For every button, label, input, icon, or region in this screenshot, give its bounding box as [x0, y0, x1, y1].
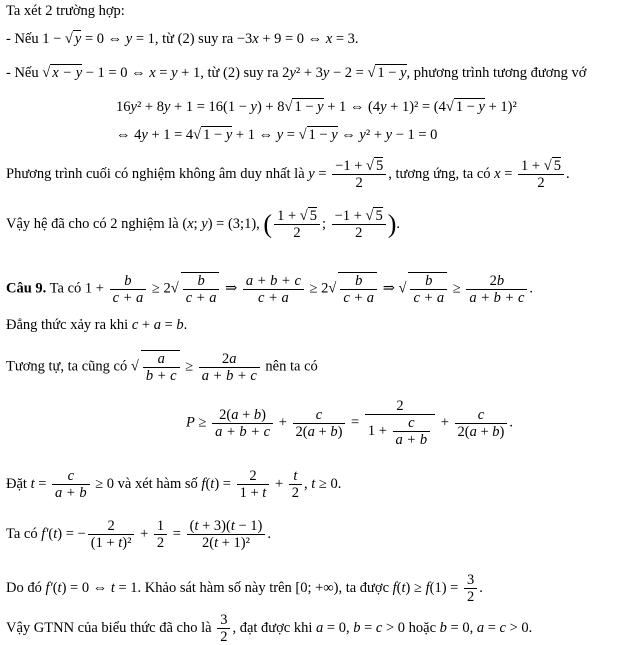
text-line-min: Do đó f′(t) = 0 ⇔ t = 1. Khảo sát hàm số này trên [0; +∞), ta được f(t) ≥ f(1) = $\frac{3}{2}$ .	[6, 572, 483, 605]
text-line-case-2: - Nếu √ x − y − 1 = 0 ⇔ x = y + 1, từ (2) suy ra 2y² + 3y − 2 = √ 1 − y, phương trình tương đương vớ	[6, 65, 587, 81]
text-line-set-t: Đặt t = $\frac{c}{a + b}$ ≥ 0 và xét hàm số f(t) = $\frac{2}{1 + t}$ + $\frac{t}{2}$ , t ≥ 0.	[6, 468, 342, 501]
text-line-cau-9: Câu 9. Ta có 1 + $\frac{b}{c + a}$ ≥ 2√ $\frac{b}{c + a}$ ⇒ $\frac{a + b + c}{c + a}$ ≥ 2√ $\frac{b}{c + a}$ ⇒ √ $\frac{b}{c + a}$ ≥ $\frac{2b}{a + b + c}$ .	[6, 272, 534, 306]
text-line-conclusion: Vậy GTNN của biểu thức đã cho là $\frac{3}{2}$ , đạt được khi a = 0, b = c > 0 hoặc b = 0, a = c > 0.	[6, 612, 533, 645]
text-line-cases-intro: Ta xét 2 trường hợp:	[6, 3, 125, 19]
text-line-similarly: Tương tự, ta cũng có √ $\frac{a}{b + c}$ ≥ $\frac{2a}{a + b + c}$ nên ta có	[6, 350, 318, 384]
text-line-unique-root: Phương trình cuối có nghiệm không âm duy nhất là y = $\frac{-1 + √ 5}{2}$ , tương ứng, ta có x = $\frac{1 + √ 5}{2}$ .	[6, 158, 570, 191]
text-line-derivative: Ta có f′(t) = − $\frac{2}{\text{(1 + t)²}}$ + $\frac{1}{2}$ = $\frac{(t + 3)(t - 1)}{\text{2(t + 1)²}}$ .	[6, 518, 271, 551]
equation-line-2: ⇔ 4y + 1 = 4√ 1 − y + 1 ⇔ y = √ 1 − y ⇔ y² + y − 1 = 0	[116, 127, 438, 143]
equation-p-bound: P ≥ $\frac{2(a + b)}{a + b + c}$ + $\frac{c}{2(a + b)}$ = 2 1 + $\frac{c}{a + b}$ + $\frac{c}{2(a + b)}$ .	[186, 398, 514, 448]
text-line-case-1: - Nếu 1 − √ y = 0 ⇔ y = 1, từ (2) suy ra −3x + 9 = 0 ⇔ x = 3.	[6, 31, 359, 47]
question-label: Câu 9.	[6, 280, 47, 297]
equation-line-1: 16y² + 8y + 1 = 16(1 − y) + 8√ 1 − y + 1 ⇔ (4y + 1)² = (4√ 1 − y + 1)²	[116, 99, 517, 115]
text-line-solutions: Vậy hệ đã cho có 2 nghiệm là (x; y) = (3;1), ( $\frac{1 + √ 5}{2}$ ; $\frac{-1 + √ 5}{2}$ ).	[6, 208, 401, 241]
text-line-equality: Đẳng thức xảy ra khi c + a = b.	[6, 317, 188, 333]
